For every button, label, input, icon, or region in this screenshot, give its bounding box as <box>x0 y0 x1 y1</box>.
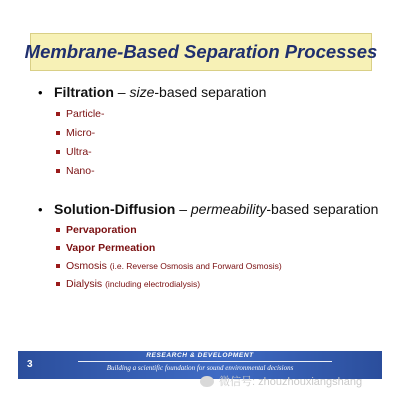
list-item <box>56 142 266 161</box>
item-label: Micro- <box>66 126 96 139</box>
bullet-icon: • <box>38 85 43 100</box>
footer-divider <box>78 361 332 362</box>
heading-rest: -based separation <box>266 201 379 217</box>
list-item <box>56 221 378 239</box>
square-bullet-icon <box>56 169 60 173</box>
title-banner <box>24 33 378 71</box>
square-bullet-icon <box>56 150 60 154</box>
heading-separator: – <box>113 84 130 100</box>
heading-rest: -based separation <box>154 84 267 100</box>
sub-list <box>38 221 378 293</box>
list-item <box>56 239 378 257</box>
heading-bold: Solution-Diffusion <box>54 201 176 217</box>
chat-bubble-icon <box>200 376 214 387</box>
item-label: Particle- <box>66 107 105 120</box>
list-item <box>56 257 378 275</box>
item-label: Osmosis <box>66 260 107 272</box>
footer-tagline: Building a scientific foundation for sound environmental decisions <box>106 364 294 372</box>
square-bullet-icon <box>56 282 60 286</box>
bullet-icon: • <box>38 202 43 217</box>
watermark <box>200 373 362 389</box>
section-heading <box>38 201 378 217</box>
item-label: Nano- <box>66 164 95 177</box>
slide-title: Membrane-Based Separation Processes <box>24 41 378 62</box>
heading-italic: permeability <box>190 201 267 217</box>
heading-separator: – <box>175 201 191 217</box>
footer-top-text: RESEARCH & DEVELOPMENT <box>146 352 254 359</box>
watermark-text: 微信号: zhouzhouxiangshang <box>219 376 363 388</box>
list-item <box>56 104 266 123</box>
section-solution-diffusion <box>38 201 378 293</box>
square-bullet-icon <box>56 131 60 135</box>
square-bullet-icon <box>56 228 60 232</box>
square-bullet-icon <box>56 246 60 250</box>
square-bullet-icon <box>56 264 60 268</box>
item-label: Ultra- <box>66 145 92 158</box>
item-label: Vapor Permeation <box>66 242 156 254</box>
list-item <box>56 161 266 180</box>
list-item <box>56 123 266 142</box>
list-item <box>56 275 378 293</box>
section-filtration <box>38 84 266 180</box>
heading-italic: size <box>129 84 155 100</box>
item-label: Pervaporation <box>66 224 137 236</box>
page-number: 3 <box>27 359 33 370</box>
item-label: Dialysis <box>66 278 103 290</box>
square-bullet-icon <box>56 112 60 116</box>
section-heading <box>38 84 266 100</box>
heading-bold: Filtration <box>54 84 114 100</box>
item-note: (i.e. Reverse Osmosis and Forward Osmosis) <box>109 261 282 271</box>
sub-list <box>38 104 266 180</box>
item-note: (including electrodialysis) <box>105 279 201 289</box>
